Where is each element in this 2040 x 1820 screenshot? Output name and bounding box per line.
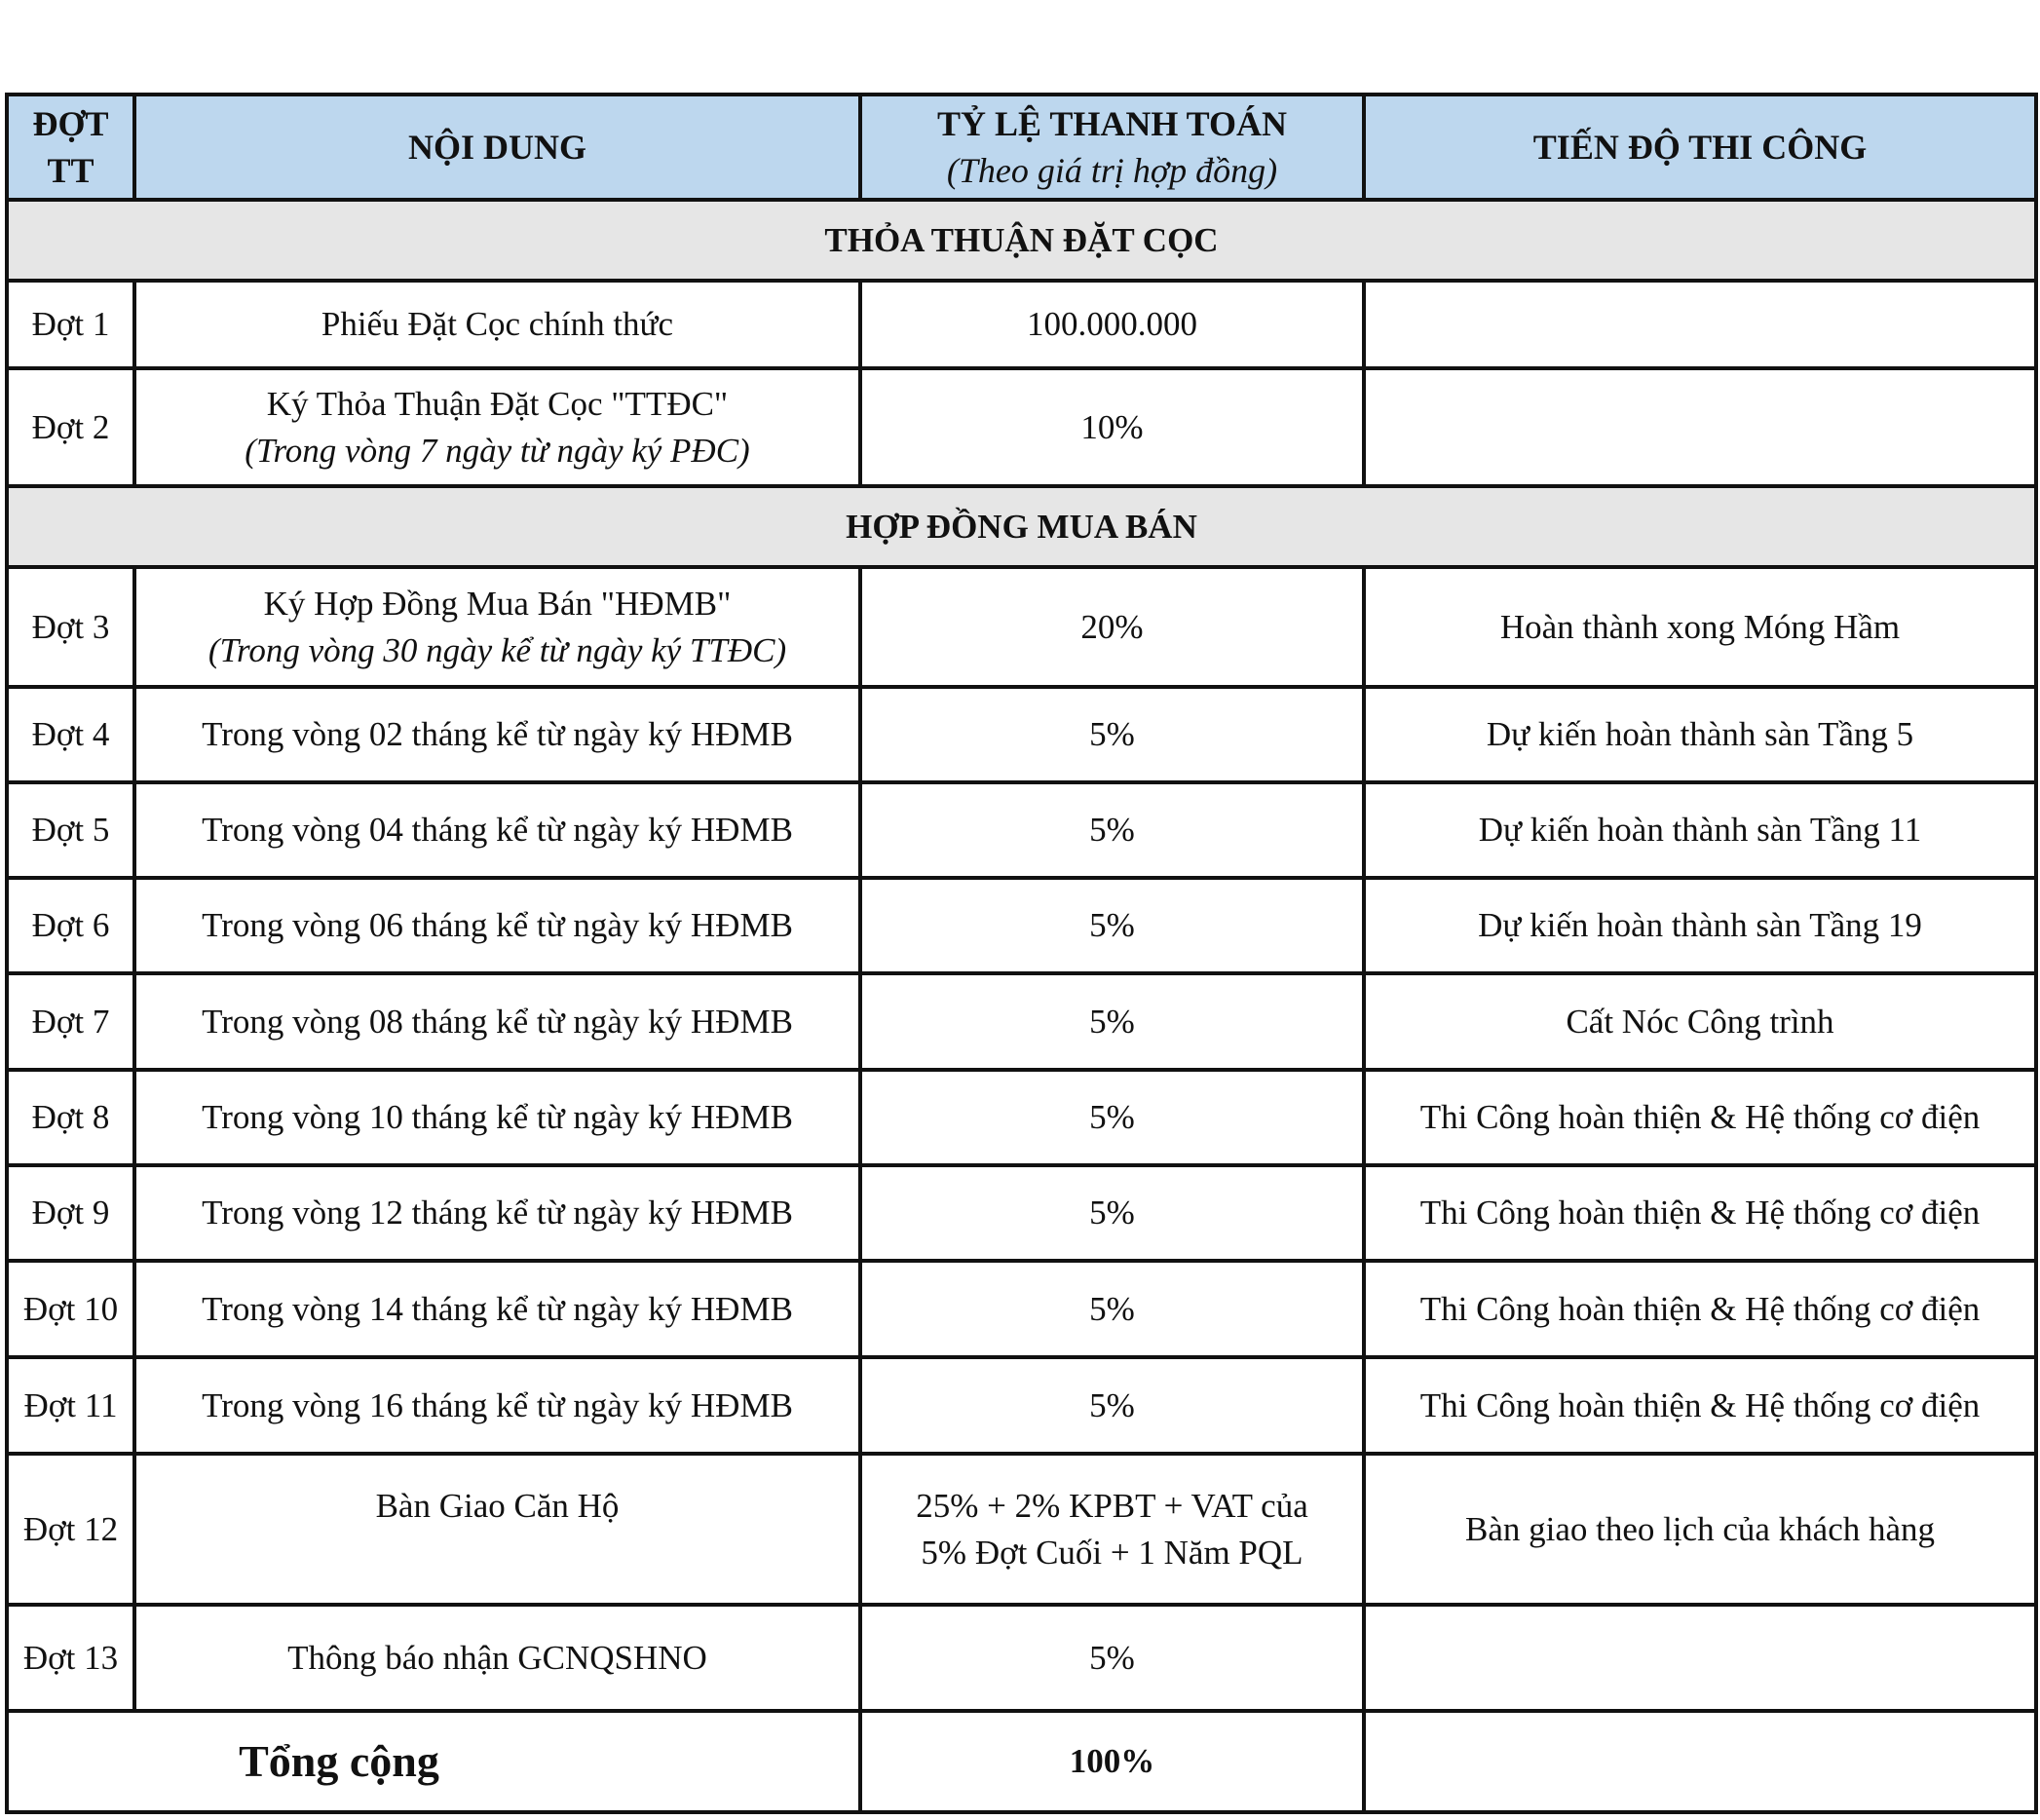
cell-content bbox=[134, 567, 860, 687]
cell-rate: 5% bbox=[860, 1605, 1364, 1711]
header-rate bbox=[860, 95, 1364, 200]
cell-content: Thông báo nhận GCNQSHNO bbox=[134, 1605, 860, 1711]
cell-progress bbox=[1364, 281, 2036, 368]
cell-content: Trong vòng 08 tháng kể từ ngày ký HĐMB bbox=[134, 973, 860, 1070]
header-dot bbox=[7, 95, 134, 200]
section-title-contract: HỢP ĐỒNG MUA BÁN bbox=[7, 486, 2036, 567]
table-row bbox=[7, 281, 2036, 368]
table-row bbox=[7, 1261, 2036, 1357]
section-row-contract bbox=[7, 486, 2036, 567]
cell-rate: 5% bbox=[860, 973, 1364, 1070]
payment-schedule-table bbox=[5, 93, 2038, 1814]
cell-rate-line2: 5% Đợt Cuối + 1 Năm PQL bbox=[921, 1533, 1303, 1572]
table-row bbox=[7, 973, 2036, 1070]
table-row bbox=[7, 1454, 2036, 1605]
cell-dot: Đợt 6 bbox=[7, 878, 134, 973]
cell-dot: Đợt 2 bbox=[7, 368, 134, 486]
section-title-deposit: THỎA THUẬN ĐẶT CỌC bbox=[7, 200, 2036, 281]
cell-content: Trong vòng 06 tháng kể từ ngày ký HĐMB bbox=[134, 878, 860, 973]
header-content: NỘI DUNG bbox=[134, 95, 860, 200]
cell-content: Bàn Giao Căn Hộ bbox=[134, 1454, 860, 1605]
cell-content: Trong vòng 14 tháng kể từ ngày ký HĐMB bbox=[134, 1261, 860, 1357]
cell-rate: 100.000.000 bbox=[860, 281, 1364, 368]
cell-content: Phiếu Đặt Cọc chính thức bbox=[134, 281, 860, 368]
cell-progress: Cất Nóc Công trình bbox=[1364, 973, 2036, 1070]
cell-content-main: Ký Thỏa Thuận Đặt Cọc "TTĐC" bbox=[266, 384, 729, 423]
cell-dot: Đợt 9 bbox=[7, 1165, 134, 1261]
cell-dot: Đợt 10 bbox=[7, 1261, 134, 1357]
table-row bbox=[7, 1165, 2036, 1261]
cell-content-note: (Trong vòng 30 ngày kể từ ngày ký TTĐC) bbox=[208, 630, 787, 669]
cell-content: Trong vòng 10 tháng kể từ ngày ký HĐMB bbox=[134, 1070, 860, 1165]
table-row bbox=[7, 1070, 2036, 1165]
cell-rate: 5% bbox=[860, 1261, 1364, 1357]
cell-dot: Đợt 11 bbox=[7, 1357, 134, 1454]
cell-progress bbox=[1364, 368, 2036, 486]
cell-dot: Đợt 1 bbox=[7, 281, 134, 368]
cell-progress: Dự kiến hoàn thành sàn Tầng 19 bbox=[1364, 878, 2036, 973]
section-row-deposit bbox=[7, 200, 2036, 281]
total-label: Tổng cộng bbox=[7, 1711, 860, 1812]
cell-progress: Thi Công hoàn thiện & Hệ thống cơ điện bbox=[1364, 1357, 2036, 1454]
cell-dot: Đợt 13 bbox=[7, 1605, 134, 1711]
cell-content: Trong vòng 16 tháng kể từ ngày ký HĐMB bbox=[134, 1357, 860, 1454]
cell-rate: 10% bbox=[860, 368, 1364, 486]
cell-rate: 20% bbox=[860, 567, 1364, 687]
table-row bbox=[7, 878, 2036, 973]
header-dot-line2: TT bbox=[47, 151, 94, 190]
cell-progress: Dự kiến hoàn thành sàn Tầng 11 bbox=[1364, 782, 2036, 878]
cell-dot: Đợt 7 bbox=[7, 973, 134, 1070]
cell-progress bbox=[1364, 1605, 2036, 1711]
table-row bbox=[7, 567, 2036, 687]
cell-content-note: (Trong vòng 7 ngày từ ngày ký PĐC) bbox=[245, 431, 750, 470]
cell-rate: 5% bbox=[860, 878, 1364, 973]
cell-content-main: Ký Hợp Đồng Mua Bán "HĐMB" bbox=[263, 584, 732, 623]
cell-rate: 5% bbox=[860, 1357, 1364, 1454]
cell-progress: Thi Công hoàn thiện & Hệ thống cơ điện bbox=[1364, 1261, 2036, 1357]
table-row bbox=[7, 1605, 2036, 1711]
cell-dot: Đợt 5 bbox=[7, 782, 134, 878]
table-row bbox=[7, 1357, 2036, 1454]
cell-progress: Thi Công hoàn thiện & Hệ thống cơ điện bbox=[1364, 1070, 2036, 1165]
header-progress: TIẾN ĐỘ THI CÔNG bbox=[1364, 95, 2036, 200]
header-rate-title: TỶ LỆ THANH TOÁN bbox=[936, 104, 1288, 143]
cell-progress: Hoàn thành xong Móng Hầm bbox=[1364, 567, 2036, 687]
table-header-row bbox=[7, 95, 2036, 200]
cell-rate: 5% bbox=[860, 1165, 1364, 1261]
cell-dot: Đợt 4 bbox=[7, 687, 134, 782]
total-row bbox=[7, 1711, 2036, 1812]
cell-rate: 5% bbox=[860, 687, 1364, 782]
cell-rate: 5% bbox=[860, 1070, 1364, 1165]
cell-content: Trong vòng 04 tháng kể từ ngày ký HĐMB bbox=[134, 782, 860, 878]
cell-rate: 5% bbox=[860, 782, 1364, 878]
cell-content: Trong vòng 12 tháng kể từ ngày ký HĐMB bbox=[134, 1165, 860, 1261]
table-row bbox=[7, 782, 2036, 878]
table-row bbox=[7, 687, 2036, 782]
total-progress-empty bbox=[1364, 1711, 2036, 1812]
cell-dot: Đợt 8 bbox=[7, 1070, 134, 1165]
cell-content: Trong vòng 02 tháng kể từ ngày ký HĐMB bbox=[134, 687, 860, 782]
total-value: 100% bbox=[860, 1711, 1364, 1812]
cell-progress: Bàn giao theo lịch của khách hàng bbox=[1364, 1454, 2036, 1605]
cell-rate-line1: 25% + 2% KPBT + VAT của bbox=[916, 1486, 1308, 1525]
cell-dot: Đợt 12 bbox=[7, 1454, 134, 1605]
cell-content bbox=[134, 368, 860, 486]
cell-progress: Dự kiến hoàn thành sàn Tầng 5 bbox=[1364, 687, 2036, 782]
cell-progress: Thi Công hoàn thiện & Hệ thống cơ điện bbox=[1364, 1165, 2036, 1261]
header-rate-note: (Theo giá trị hợp đồng) bbox=[946, 151, 1278, 190]
header-dot-line1: ĐỢT bbox=[32, 104, 109, 143]
table-row bbox=[7, 368, 2036, 486]
cell-rate bbox=[860, 1454, 1364, 1605]
cell-dot: Đợt 3 bbox=[7, 567, 134, 687]
